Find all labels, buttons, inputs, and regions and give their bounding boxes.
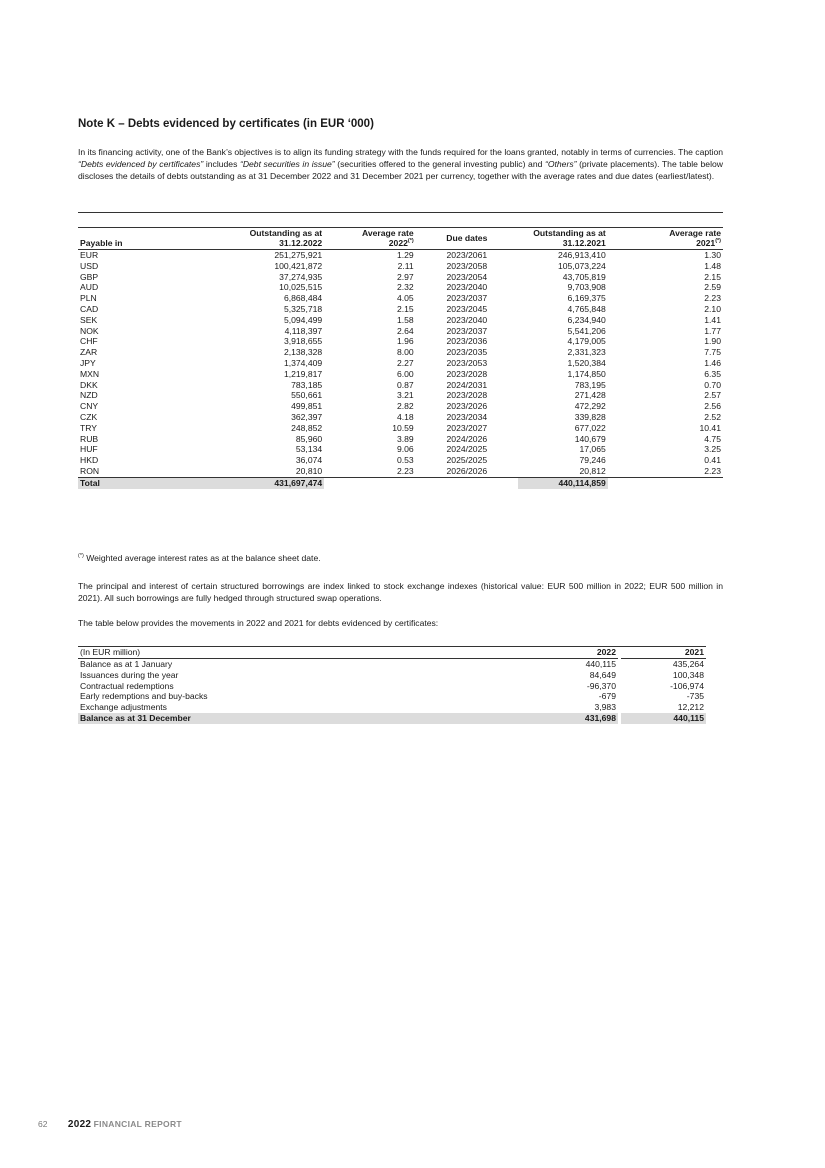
table-row <box>78 250 723 261</box>
header-outstanding-2021: Outstanding as at 31.12.2021 <box>518 228 608 250</box>
due-dates-cell: 2023/2028 <box>446 390 488 401</box>
outstanding-2021-cell: 472,292 <box>574 401 606 412</box>
movement-label: Contractual redemptions <box>80 680 174 691</box>
due-dates-cell: 2023/2058 <box>446 260 488 271</box>
debts-total-row <box>78 477 723 488</box>
debts-table <box>78 212 723 489</box>
table-row <box>78 326 723 337</box>
rate-2021-cell: 1.90 <box>704 336 721 347</box>
rate-2021-cell: 7.75 <box>704 347 721 358</box>
outstanding-2021-cell: 4,179,005 <box>567 336 606 347</box>
due-dates-cell: 2025/2025 <box>446 455 488 466</box>
currency-cell: AUD <box>80 282 99 293</box>
rate-2022-cell: 6.00 <box>396 368 414 379</box>
currency-cell: NZD <box>80 390 98 401</box>
outstanding-2021-cell: 6,169,375 <box>567 293 606 304</box>
rate-2021-cell: 2.10 <box>704 303 721 314</box>
rate-2022-cell: 0.87 <box>396 379 414 390</box>
movement-label: Early redemptions and buy-backs <box>80 691 208 702</box>
table-row <box>78 466 723 477</box>
currency-cell: TRY <box>80 422 98 433</box>
table-row <box>78 358 723 369</box>
rate-2022-cell: 2.27 <box>396 357 414 368</box>
currency-cell: CHF <box>80 336 98 347</box>
note-title: Note K – Debts evidenced by certificates (in EUR ‘000) <box>78 118 374 130</box>
report-name: FINANCIAL REPORT <box>93 1119 182 1129</box>
due-dates-cell: 2024/2026 <box>446 433 488 444</box>
rate-2021-cell: 2.52 <box>704 411 721 422</box>
rate-2021-cell: 2.57 <box>704 390 721 401</box>
header-rate-2022: Average rate 2022(*) <box>328 228 416 250</box>
outstanding-2021-cell: 339,828 <box>574 411 606 422</box>
header-outstanding-2022: Outstanding as at 31.12.2022 <box>207 228 324 250</box>
table-row <box>78 336 723 347</box>
movement-2021: 12,212 <box>677 702 704 713</box>
outstanding-2022-cell: 1,374,409 <box>283 357 323 368</box>
rate-2021-cell: 1.46 <box>704 357 721 368</box>
rate-2022-cell: 4.05 <box>396 293 414 304</box>
currency-cell: JPY <box>80 357 96 368</box>
rate-2022-cell: 2.23 <box>396 465 414 476</box>
outstanding-2022-cell: 248,852 <box>291 422 323 433</box>
outstanding-2022-cell: 1,219,817 <box>283 368 323 379</box>
rate-2021-cell: 2.59 <box>704 282 721 293</box>
intro-italic-1: “Debts evidenced by certificates” <box>78 159 204 169</box>
table-row <box>78 702 706 713</box>
currency-cell: PLN <box>80 293 97 304</box>
currency-cell: MXN <box>80 368 100 379</box>
currency-cell: SEK <box>80 314 98 325</box>
rate-2021-cell: 2.23 <box>704 293 721 304</box>
due-dates-cell: 2024/2025 <box>446 444 488 455</box>
footnote: (*) Weighted average interest rates as at the balance sheet date. <box>78 553 321 563</box>
table-row <box>78 444 723 455</box>
outstanding-2022-cell: 362,397 <box>291 411 323 422</box>
table-row <box>78 304 723 315</box>
movement-2022: -679 <box>598 691 616 702</box>
outstanding-2022-cell: 6,868,484 <box>283 293 323 304</box>
intro-text-3: (securities offered to the general investing public) and <box>334 159 545 169</box>
debts-table-header <box>78 228 723 250</box>
movement-2022: -96,370 <box>586 680 616 691</box>
currency-cell: RON <box>80 465 100 476</box>
currency-cell: HKD <box>80 455 99 466</box>
rate-2021-cell: 0.70 <box>704 379 721 390</box>
rate-2021-cell: 1.48 <box>704 260 721 271</box>
outstanding-2022-cell: 5,094,499 <box>283 314 323 325</box>
table-row <box>78 691 706 702</box>
rate-2022-cell: 4.18 <box>396 411 414 422</box>
table-row <box>78 282 723 293</box>
rate-2022-cell: 2.97 <box>396 271 414 282</box>
currency-cell: ZAR <box>80 347 98 358</box>
outstanding-2022-cell: 2,138,328 <box>283 347 323 358</box>
movement-label: Exchange adjustments <box>80 702 167 713</box>
movements-total-label: Balance as at 31 December <box>78 713 533 724</box>
outstanding-2021-cell: 20,812 <box>579 465 606 476</box>
movements-intro: The table below provides the movements in 2022 and 2021 for debts evidenced by certificates: <box>78 618 439 628</box>
outstanding-2022-cell: 4,118,397 <box>284 325 323 336</box>
rate-2022-cell: 2.32 <box>396 282 414 293</box>
total-outstanding-2021: 440,114,859 <box>518 477 608 488</box>
movement-2022: 84,649 <box>589 669 616 680</box>
outstanding-2022-cell: 5,325,718 <box>283 303 323 314</box>
total-outstanding-2022: 431,697,474 <box>207 477 324 488</box>
table-row <box>78 261 723 272</box>
outstanding-2021-cell: 5,541,206 <box>567 325 606 336</box>
currency-cell: DKK <box>80 379 98 390</box>
rate-2022-cell: 2.82 <box>396 401 414 412</box>
movements-unit-label: (In EUR million) <box>78 647 533 659</box>
currency-cell: CAD <box>80 303 99 314</box>
rate-2021-cell: 1.77 <box>704 325 721 336</box>
outstanding-2022-cell: 783,185 <box>291 379 323 390</box>
movement-2021: -735 <box>686 691 704 702</box>
currency-cell: EUR <box>80 250 99 260</box>
rate-2021-cell: 4.75 <box>704 433 721 444</box>
due-dates-cell: 2023/2045 <box>446 303 488 314</box>
table-row <box>78 272 723 283</box>
rate-2021-cell: 2.23 <box>704 465 721 476</box>
table-row <box>78 401 723 412</box>
rate-2022-cell: 3.89 <box>396 433 414 444</box>
due-dates-cell: 2023/2053 <box>446 357 488 368</box>
table-row <box>78 423 723 434</box>
movement-2021: 100,348 <box>672 669 704 680</box>
movement-2022: 440,115 <box>585 659 616 669</box>
outstanding-2022-cell: 3,918,655 <box>283 336 323 347</box>
table-row <box>78 412 723 423</box>
outstanding-2022-cell: 10,025,515 <box>279 282 323 293</box>
movements-total-2021: 440,115 <box>621 713 706 724</box>
structured-borrowings-paragraph: The principal and interest of certain structured borrowings are index linked to stock exchange indexes (historical value: EUR 500 million in 2022; EUR 500 million in 2021). All such borrowings are fully hedged through structured swap operations. <box>78 581 723 603</box>
outstanding-2022-cell: 499,851 <box>291 401 323 412</box>
intro-italic-2: “Debt securities in issue” <box>239 159 335 169</box>
table-row <box>78 380 723 391</box>
rate-2022-cell: 2.15 <box>396 303 414 314</box>
header-rate-2021: Average rate 2021(*) <box>612 228 723 250</box>
currency-cell: CZK <box>80 411 98 422</box>
currency-cell: RUB <box>80 433 99 444</box>
rate-2022-cell: 2.11 <box>397 260 414 271</box>
due-dates-cell: 2023/2037 <box>446 325 488 336</box>
outstanding-2022-cell: 550,661 <box>291 390 323 401</box>
table-row <box>78 293 723 304</box>
movements-total-2022: 431,698 <box>533 713 618 724</box>
rate-2022-cell: 1.96 <box>396 336 414 347</box>
outstanding-2022-cell: 53,134 <box>295 444 323 455</box>
currency-cell: NOK <box>80 325 99 336</box>
rate-2022-cell: 3.21 <box>396 390 414 401</box>
outstanding-2021-cell: 271,428 <box>574 390 606 401</box>
outstanding-2021-cell: 677,022 <box>574 422 606 433</box>
due-dates-cell: 2026/2026 <box>446 465 488 476</box>
intro-text-4: (private placements). The table below discloses the details of debts outstanding as at 31 December 2022 and 31 December 2021 per currency, together with the average rates and due dates (earliest/latest). <box>78 159 723 181</box>
due-dates-cell: 2023/2040 <box>446 314 488 325</box>
due-dates-cell: 2023/2034 <box>446 411 488 422</box>
movements-header-2021: 2021 <box>621 647 706 659</box>
page-footer <box>38 1119 182 1130</box>
movement-label: Issuances during the year <box>80 669 179 680</box>
movements-header <box>78 647 706 659</box>
intro-paragraph <box>78 146 723 182</box>
outstanding-2021-cell: 246,913,410 <box>557 250 606 260</box>
due-dates-cell: 2023/2054 <box>446 271 488 282</box>
table-row <box>78 681 706 692</box>
intro-text-1: In its financing activity, one of the Bank’s objectives is to align its funding strategy with the funds required for the loans granted, notably in terms of currencies. The caption <box>78 147 723 157</box>
due-dates-cell: 2023/2061 <box>446 250 488 260</box>
movement-2021: -106,974 <box>670 680 704 691</box>
intro-text-2: includes <box>203 159 240 169</box>
outstanding-2021-cell: 2,331,323 <box>567 347 606 358</box>
due-dates-cell: 2023/2028 <box>446 368 488 379</box>
table-row <box>78 390 723 401</box>
table-row <box>78 659 706 670</box>
total-label: Total <box>78 477 207 488</box>
table-row <box>78 434 723 445</box>
due-dates-cell: 2023/2026 <box>446 401 488 412</box>
rate-2021-cell: 3.25 <box>704 444 721 455</box>
rate-2022-cell: 1.58 <box>396 314 414 325</box>
due-dates-cell: 2023/2035 <box>446 347 488 358</box>
rate-2021-cell: 10.41 <box>699 422 721 433</box>
rate-2021-cell: 6.35 <box>704 368 721 379</box>
intro-italic-3: “Others” <box>544 159 577 169</box>
table-row <box>78 347 723 358</box>
outstanding-2021-cell: 105,073,224 <box>557 260 606 271</box>
outstanding-2021-cell: 1,174,850 <box>567 368 606 379</box>
outstanding-2022-cell: 100,421,872 <box>274 260 323 271</box>
outstanding-2021-cell: 17,065 <box>579 444 606 455</box>
rate-2022-cell: 9.06 <box>396 444 414 455</box>
movements-header-2022: 2022 <box>533 647 618 659</box>
currency-cell: HUF <box>80 444 98 455</box>
movement-2021: 435,264 <box>672 659 704 669</box>
rate-2022-cell: 1.29 <box>396 250 414 260</box>
rate-2022-cell: 10.59 <box>392 422 414 433</box>
outstanding-2021-cell: 140,679 <box>574 433 606 444</box>
currency-cell: GBP <box>80 271 99 282</box>
outstanding-2022-cell: 85,960 <box>295 433 323 444</box>
rate-2021-cell: 2.15 <box>704 271 721 282</box>
rate-2022-cell: 8.00 <box>396 347 414 358</box>
due-dates-cell: 2023/2037 <box>446 293 488 304</box>
outstanding-2021-cell: 9,703,908 <box>567 282 606 293</box>
page-number: 62 <box>38 1119 48 1129</box>
outstanding-2021-cell: 6,234,940 <box>567 314 606 325</box>
rate-2022-cell: 2.64 <box>396 325 414 336</box>
movements-table <box>78 646 706 724</box>
report-year: 2022 <box>67 1119 92 1130</box>
movement-2022: 3,983 <box>594 702 616 713</box>
outstanding-2022-cell: 36,074 <box>295 455 323 466</box>
outstanding-2021-cell: 43,705,819 <box>562 271 606 282</box>
currency-cell: USD <box>80 260 99 271</box>
table-row <box>78 315 723 326</box>
outstanding-2022-cell: 20,810 <box>295 465 323 476</box>
outstanding-2021-cell: 4,765,848 <box>567 303 606 314</box>
table-row <box>78 455 723 466</box>
outstanding-2022-cell: 251,275,921 <box>274 250 323 260</box>
movement-label: Balance as at 1 January <box>80 659 173 669</box>
outstanding-2021-cell: 1,520,384 <box>567 357 606 368</box>
due-dates-cell: 2023/2040 <box>446 282 488 293</box>
due-dates-cell: 2024/2031 <box>446 379 488 390</box>
movements-total-row <box>78 713 706 724</box>
currency-cell: CNY <box>80 401 99 412</box>
due-dates-cell: 2023/2036 <box>446 336 488 347</box>
header-payable-in: Payable in <box>78 228 207 250</box>
outstanding-2021-cell: 79,246 <box>579 455 606 466</box>
due-dates-cell: 2023/2027 <box>446 422 488 433</box>
rate-2021-cell: 0.41 <box>704 455 721 466</box>
outstanding-2021-cell: 783,195 <box>574 379 606 390</box>
table-row <box>78 670 706 681</box>
rate-2021-cell: 1.30 <box>704 250 721 260</box>
outstanding-2022-cell: 37,274,935 <box>279 271 323 282</box>
rate-2021-cell: 1.41 <box>704 314 721 325</box>
rate-2021-cell: 2.56 <box>704 401 721 412</box>
header-due-dates: Due dates <box>420 228 514 250</box>
rate-2022-cell: 0.53 <box>396 455 414 466</box>
table-row <box>78 369 723 380</box>
